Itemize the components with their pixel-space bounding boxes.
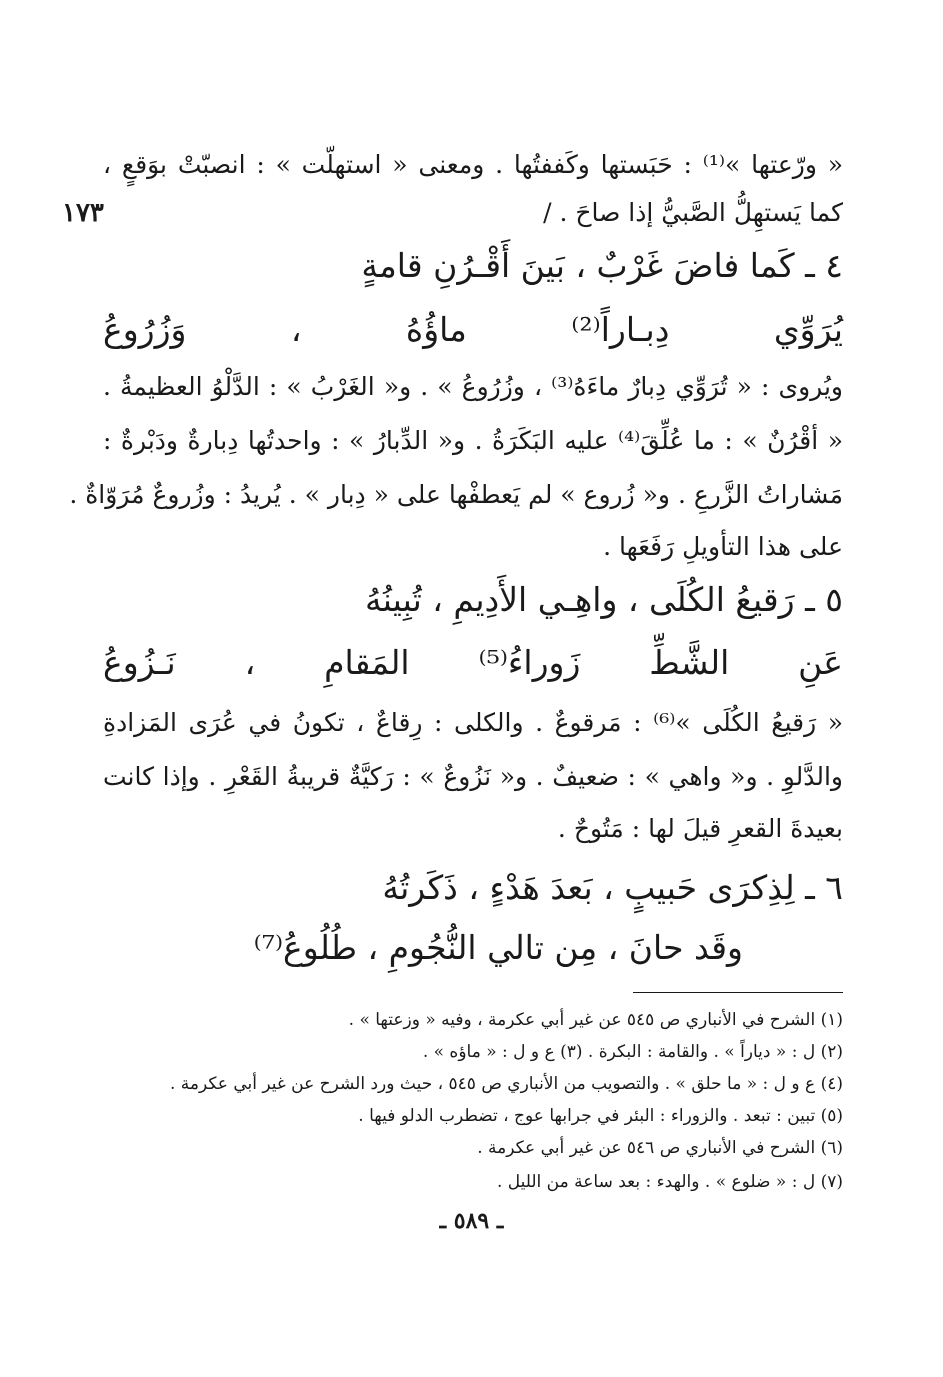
verse-4-first-hemistich: ٤ ـ كَما فاضَ غَرْبٌ ، بَينَ أَقْـرُنِ قامةٍ	[361, 246, 843, 285]
page-number: ـ ٥٨٩ ـ	[439, 1208, 504, 1234]
footnote-6: (٦) الشرح في الأنباري ص ٥٤٦ عن غير أبي عكرمة .	[477, 1138, 843, 1158]
footnote-1: (١) الشرح في الأنباري ص ٥٤٥ عن غير أبي عكرمة ، وفيه « وزعتها » .	[348, 1010, 843, 1030]
verse-5-first-hemistich: ٥ ـ رَقيعُ الكُلَى ، واهِـي الأَدِيمِ ، تُبِينُهُ	[365, 580, 843, 619]
footnote-5: (٥) تبين : تبعد . والزوراء : البئر في جرابها عوج ، تضطرب الدلو فيها .	[358, 1106, 843, 1126]
verse-4-second-hemistich: يُرَوِّي دِبـاراً⁽²⁾ ماؤُهُ ، وَزُرُوعُ	[103, 310, 843, 349]
footnote-7: (٧) ل : « ضلوع » . والهدء : بعد ساعة من الليل .	[496, 1172, 843, 1192]
commentary-line-2: كما يَستهِلُّ الصَّبيُّ إذا صاحَ . /	[543, 198, 843, 227]
commentary-line-7: « رَقيعُ الكُلَى »⁽⁶⁾ : مَرقوعٌ . والكلى : رِقاعٌ ، تكونُ في عُرَى المَزادةِ	[103, 708, 844, 737]
verse-5-second-hemistich: عَنِ الشَّطِّ زَوراءُ⁽⁵⁾ المَقامِ ، نَـزُوعُ	[103, 643, 843, 682]
footnote-2-3: (٢) ل : « دياراً » . والقامة : البكرة . (٣) ع و ل : « ماؤه » .	[422, 1042, 843, 1062]
commentary-line-9: بعيدةَ القعرِ قيلَ لها : مَتُوحٌ .	[557, 814, 843, 843]
commentary-line-8: والدَّلوِ . و« واهي » : ضعيفٌ . و« نَزُوعٌ » : رَكيَّةٌ قريبةُ القَعْرِ . وإذا كانت	[103, 762, 843, 791]
commentary-line-4: « أقْرُنٌ » : ما عُلِّقَ⁽⁴⁾ عليه البَكَرَةُ . و« الدِّبارُ » : واحدتُها دِبارةٌ ودَبْرةٌ :	[103, 426, 843, 455]
verse-6-first-hemistich: ٦ ـ لِذِكرَى حَبيبٍ ، بَعدَ هَدْءٍ ، ذَكَرتُهُ	[382, 868, 843, 907]
footnote-divider	[633, 992, 843, 993]
verse-6-second-hemistich: وقَد حانَ ، مِن تالي النُّجُومِ ، طُلُوعُ⁽⁷⁾	[253, 928, 743, 967]
commentary-line-3: ويُروى : « تُرَوِّي دِبارٌ ماءَهُ⁽³⁾ ، وزُرُوعُ » . و« الغَرْبُ » : الدَّلْوُ العظيمةُ .	[103, 372, 844, 401]
commentary-line-5: مَشاراتُ الزَّرعِ . و« زُروع » لم يَعطفْها على « دِبار » . يُريدُ : وزُروعٌ مُرَوّاةٌ .	[69, 480, 843, 509]
footnote-4: (٤) ع و ل : « ما حلق » . والتصويب من الأنباري ص ٥٤٥ ، حيث ورد الشرح عن غير أبي عكرمة .	[170, 1074, 843, 1094]
margin-page-reference: ١٧٣	[62, 198, 104, 228]
commentary-line-6: على هذا التأويلِ رَفَعَها .	[603, 532, 843, 561]
commentary-line-1: « ورّعتها »⁽¹⁾ : حَبَستها وكَففتُها . ومعنى « استهلّت » : انصبّتْ بوَقعٍ ،	[103, 150, 844, 179]
